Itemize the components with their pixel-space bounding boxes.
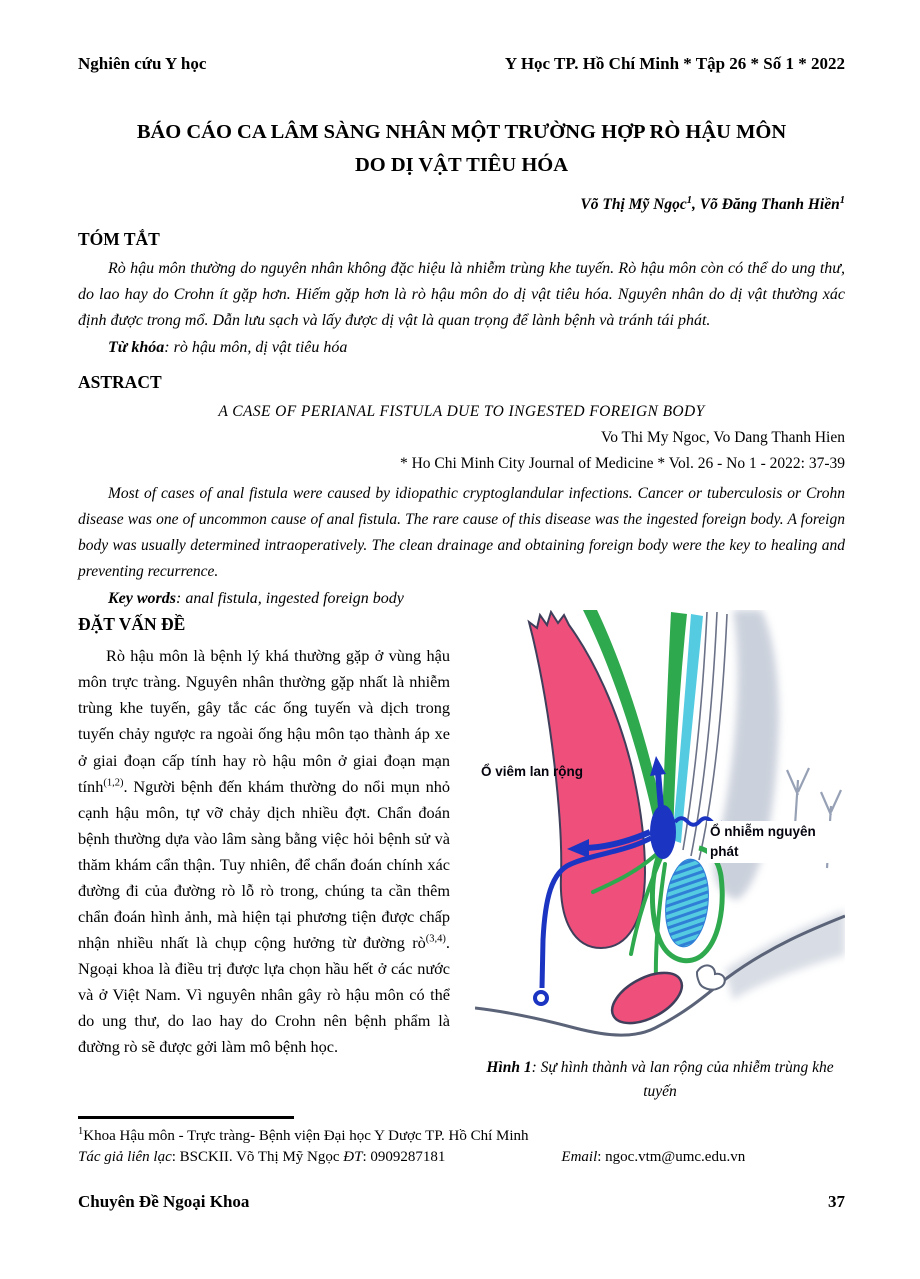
author-separator: ,: [692, 196, 700, 214]
footnote-contact: [78, 1149, 845, 1166]
keywords-en-text: : anal fistula, ingested foreign body: [176, 590, 404, 608]
keywords-vn-text: : rò hậu môn, dị vật tiêu hóa: [164, 339, 348, 357]
email-label: Email: [561, 1149, 598, 1166]
anal-fold: [697, 966, 725, 990]
keywords-english: [78, 590, 845, 608]
intro-paragraph: [78, 643, 450, 1060]
footnote-affil-ref: 1: [78, 1126, 84, 1138]
abstract-english-authors: Vo Thi My Ngoc, Vo Dang Thanh Hien: [601, 429, 845, 447]
footnote-affiliation-text: Khoa Hậu môn - Trực tràng- Bệnh viện Đại học Y Dược TP. Hồ Chí Minh: [83, 1128, 529, 1145]
primary-infection-blob: [650, 805, 676, 859]
author-1-affil-ref: 1: [686, 195, 693, 207]
running-header: [78, 54, 845, 74]
footnote-separator: [78, 1116, 294, 1119]
authors-line: [78, 196, 845, 214]
figure-label-primary-infection: [707, 821, 854, 863]
striped-sphincter-lobe: [662, 857, 713, 949]
section-heading-abstract: ASTRACT: [78, 372, 162, 393]
keywords-vn-label: Từ khóa: [108, 339, 165, 357]
page-footer: [78, 1192, 845, 1212]
section-heading-tomtat: TÓM TẮT: [78, 229, 160, 250]
abstract-english-title: A CASE OF PERIANAL FISTULA DUE TO INGESTED FOREIGN BODY: [218, 403, 705, 421]
figure-label-spreading-infection: Ổ viêm lan rộng: [481, 764, 584, 780]
figure-caption-text: : Sự hình thành và lan rộng của nhiễm trùng khe tuyến: [531, 1059, 834, 1101]
pink-abscess-blob: [604, 963, 690, 1034]
article-title-line2: DO DỊ VẬT TIÊU HÓA: [354, 154, 569, 177]
intro-column: [78, 610, 450, 1104]
abstract-vietnamese: Rò hậu môn thường do nguyên nhân không đặc hiệu là nhiễm trùng khe tuyến. Rò hậu môn còn có thể do ung thư, do lao hay do Crohn ít gặp hơn. Hiếm gặp hơn là rò hậu môn do dị vật tiêu hóa. Nguyên nhân do dị vật thường xác định được trong mổ. Dẫn lưu sạch và lấy được dị vật là quan trọng để lành bệnh và tránh tái phát.: [78, 260, 845, 330]
arrow-up-head: [650, 756, 666, 776]
citation-ref-1: (1,2): [103, 777, 124, 789]
figure-caption-label: Hình 1: [486, 1059, 532, 1077]
citation-ref-2: (3,4): [425, 933, 446, 945]
arrow-up-shaft: [658, 772, 661, 808]
two-column-section: [78, 610, 845, 1104]
abstract-english: Most of cases of anal fistula were caused by idiopathic cryptoglandular infections. Cancer or tuberculosis or Crohn disease was one of uncommon cause of anal fistula. The rare cause of this disease was the ingested foreign body. A foreign body was usually determined intraoperatively. The clean drainage and obtaining foreign body were the key to healing and preventing recurrence.: [78, 485, 845, 581]
external-opening: [535, 992, 547, 1004]
contact-name: : BSCKII. Võ Thị Mỹ Ngọc: [171, 1149, 344, 1166]
keywords-en-label: Key words: [108, 590, 176, 608]
page-number: 37: [828, 1192, 845, 1211]
keywords-vietnamese: [78, 339, 845, 357]
figure-label-primary-line1: Ổ nhiễm nguyên: [710, 824, 816, 840]
figure-anal-fistula-diagram: [475, 610, 845, 1048]
intro-text-2: . Người bệnh đến khám thường do nổi mụn nhỏ cạnh hậu môn, tự vỡ chảy dịch nhiều đợt. Chẩn đoán bệnh thường dựa vào lâm sàng bằng việc hỏi bệnh sử và thăm khám cẩn thận. Tuy nhiên, để chẩn đoán chính xác đường đi của đường rò lỗ rò trong, chúng ta cần thêm chẩn đoán hình ảnh, mà hiện tại phương tiện được chấp nhận nhiều nhất là chụp cộng hưởng từ đường rò: [78, 776, 450, 952]
author-1: Võ Thị Mỹ Ngọc: [580, 196, 687, 214]
contact-label: Tác giả liên lạc: [78, 1149, 172, 1166]
abstract-journal-citation: * Ho Chi Minh City Journal of Medicine * Vol. 26 - No 1 - 2022: 37-39: [399, 455, 845, 473]
article-title: [78, 116, 845, 182]
intro-text-1: Rò hậu môn là bệnh lý khá thường gặp ở vùng hậu môn trực tràng. Nguyên nhân thường gặp nhất là nhiễm trùng khe tuyến, gây tắc các ống tuyến và dịch trong tuyến chảy ngược ra ngoài ống hậu môn tạo thành áp xe ở giai đoạn cấp tính hay rò hậu môn ở giai đoạn mạn tính: [78, 646, 450, 796]
email-address: : ngoc.vtm@umc.edu.vn: [597, 1149, 746, 1166]
footnote-affiliation: [78, 1128, 845, 1145]
intro-text-3: . Ngoại khoa là điều trị được lựa chọn hầu hết ở các nước và ở Việt Nam. Vì nguyên nhân gây rò hậu môn có thể do ung thư, do lao hay do Crohn nên bệnh phẩm là đường rò sẽ được gởi làm mô bệnh học.: [78, 932, 450, 1057]
header-journal-info: Y Học TP. Hồ Chí Minh * Tập 26 * Số 1 * 2022: [504, 54, 845, 73]
footer-section-title: Chuyên Đề Ngoại Khoa: [78, 1192, 250, 1211]
header-section-label: Nghiên cứu Y học: [78, 54, 207, 73]
author-2: Võ Đăng Thanh Hiền: [699, 196, 840, 214]
section-heading-datvande: ĐẶT VẤN ĐỀ: [78, 614, 186, 635]
article-title-line1: BÁO CÁO CA LÂM SÀNG NHÂN MỘT TRƯỜNG HỢP RÒ HẬU MÔN: [136, 121, 787, 143]
figure-column: [475, 610, 845, 1104]
phone-label: ĐT: [343, 1149, 363, 1166]
figure-caption: [475, 1056, 845, 1104]
author-2-affil-ref: 1: [839, 195, 845, 207]
footnote-block: [78, 1116, 845, 1166]
figure-label-primary-line2: phát: [710, 843, 739, 859]
phone-number: : 0909287181: [362, 1149, 446, 1166]
